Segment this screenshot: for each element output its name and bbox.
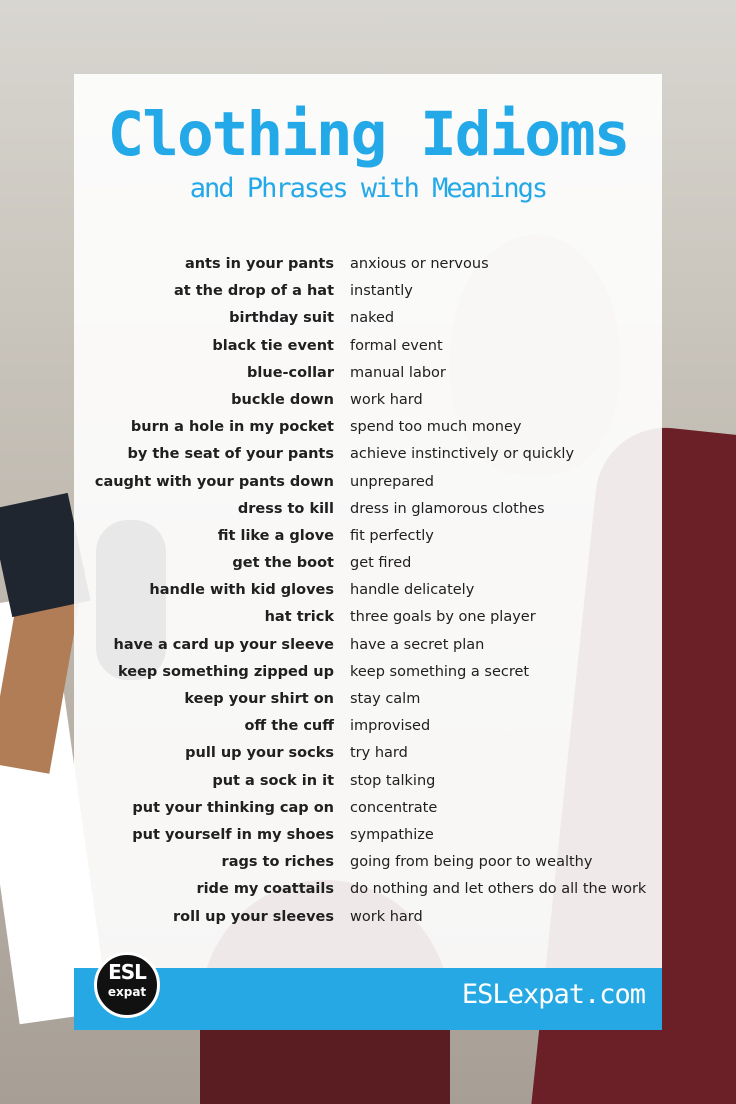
idiom-text: hat trick <box>264 609 334 626</box>
list-item <box>74 904 662 931</box>
meaning-text: sympathize <box>350 826 434 843</box>
logo-text-top: ESL <box>108 960 146 984</box>
meaning-text: do nothing and let others do all the work <box>350 881 647 898</box>
meaning-text: get fired <box>350 555 412 572</box>
list-item <box>74 768 662 795</box>
list-item <box>74 713 662 740</box>
list-item <box>74 414 662 441</box>
list-item <box>74 822 662 849</box>
idiom-text: have a card up your sleeve <box>113 636 334 653</box>
idiom-text: off the cuff <box>244 718 334 735</box>
idiom-text: handle with kid gloves <box>149 582 334 599</box>
page-subtitle: and Phrases with Meanings <box>189 173 547 204</box>
meaning-text: naked <box>350 310 395 327</box>
meaning-text: three goals by one player <box>350 609 536 626</box>
page-title: Clothing Idioms <box>107 99 629 170</box>
list-item <box>74 305 662 332</box>
meaning-text: achieve instinctively or quickly <box>350 446 575 463</box>
idiom-text: rags to riches <box>221 854 334 871</box>
list-item <box>74 387 662 414</box>
list-item <box>74 523 662 550</box>
idiom-text: roll up your sleeves <box>173 908 334 925</box>
site-url: ESLexpat.com <box>461 979 645 1010</box>
idiom-text: black tie event <box>212 337 334 354</box>
list-item <box>74 496 662 523</box>
idiom-text: buckle down <box>231 391 334 408</box>
idiom-list <box>74 251 662 931</box>
list-item <box>74 550 662 577</box>
footer-band <box>74 960 662 1030</box>
meaning-text: handle delicately <box>350 582 475 599</box>
list-item <box>74 849 662 876</box>
logo-text-bottom: expat <box>107 985 147 999</box>
meaning-text: keep something a secret <box>350 663 530 680</box>
meaning-text: improvised <box>350 718 431 735</box>
list-item <box>74 251 662 278</box>
idiom-text: dress to kill <box>237 500 334 517</box>
idiom-text: by the seat of your pants <box>127 446 334 463</box>
list-item <box>74 876 662 903</box>
meaning-text: stop talking <box>350 772 436 789</box>
meaning-text: formal event <box>350 337 443 354</box>
idiom-text: put yourself in my shoes <box>132 826 334 843</box>
meaning-text: going from being poor to wealthy <box>350 854 593 871</box>
list-item <box>74 604 662 631</box>
list-item <box>74 469 662 496</box>
idiom-text: caught with your pants down <box>94 473 334 490</box>
list-item <box>74 740 662 767</box>
list-item <box>74 441 662 468</box>
meaning-text: instantly <box>350 283 413 300</box>
meaning-text: fit perfectly <box>350 527 434 544</box>
idiom-text: pull up your socks <box>185 745 334 762</box>
meaning-text: anxious or nervous <box>350 256 489 272</box>
idiom-text: birthday suit <box>229 310 334 327</box>
idiom-text: keep your shirt on <box>184 691 334 707</box>
meaning-text: have a secret plan <box>350 636 485 653</box>
meaning-text: concentrate <box>350 799 438 816</box>
list-item <box>74 278 662 305</box>
meaning-text: unprepared <box>350 473 435 490</box>
idiom-text: burn a hole in my pocket <box>130 419 334 436</box>
list-item <box>74 360 662 387</box>
meaning-text: stay calm <box>350 691 421 707</box>
idiom-text: ride my coattails <box>196 881 334 898</box>
idiom-text: fit like a glove <box>217 527 334 544</box>
meaning-text: work hard <box>350 908 423 925</box>
list-item <box>74 795 662 822</box>
list-item <box>74 659 662 686</box>
meaning-text: try hard <box>350 745 408 762</box>
meaning-text: work hard <box>350 391 423 408</box>
list-item <box>74 577 662 604</box>
idiom-card <box>74 74 662 1030</box>
list-item <box>74 686 662 713</box>
list-item <box>74 333 662 360</box>
idiom-text: ants in your pants <box>184 256 334 272</box>
esl-expat-logo <box>94 952 160 1018</box>
idiom-text: at the drop of a hat <box>173 283 334 300</box>
idiom-text: get the boot <box>232 555 334 572</box>
header <box>74 99 662 204</box>
idiom-text: keep something zipped up <box>118 663 334 680</box>
idiom-text: put your thinking cap on <box>132 799 334 816</box>
idiom-text: put a sock in it <box>212 772 334 789</box>
meaning-text: spend too much money <box>350 419 522 436</box>
meaning-text: manual labor <box>350 364 446 381</box>
list-item <box>74 632 662 659</box>
idiom-text: blue-collar <box>247 364 334 381</box>
meaning-text: dress in glamorous clothes <box>350 500 545 517</box>
